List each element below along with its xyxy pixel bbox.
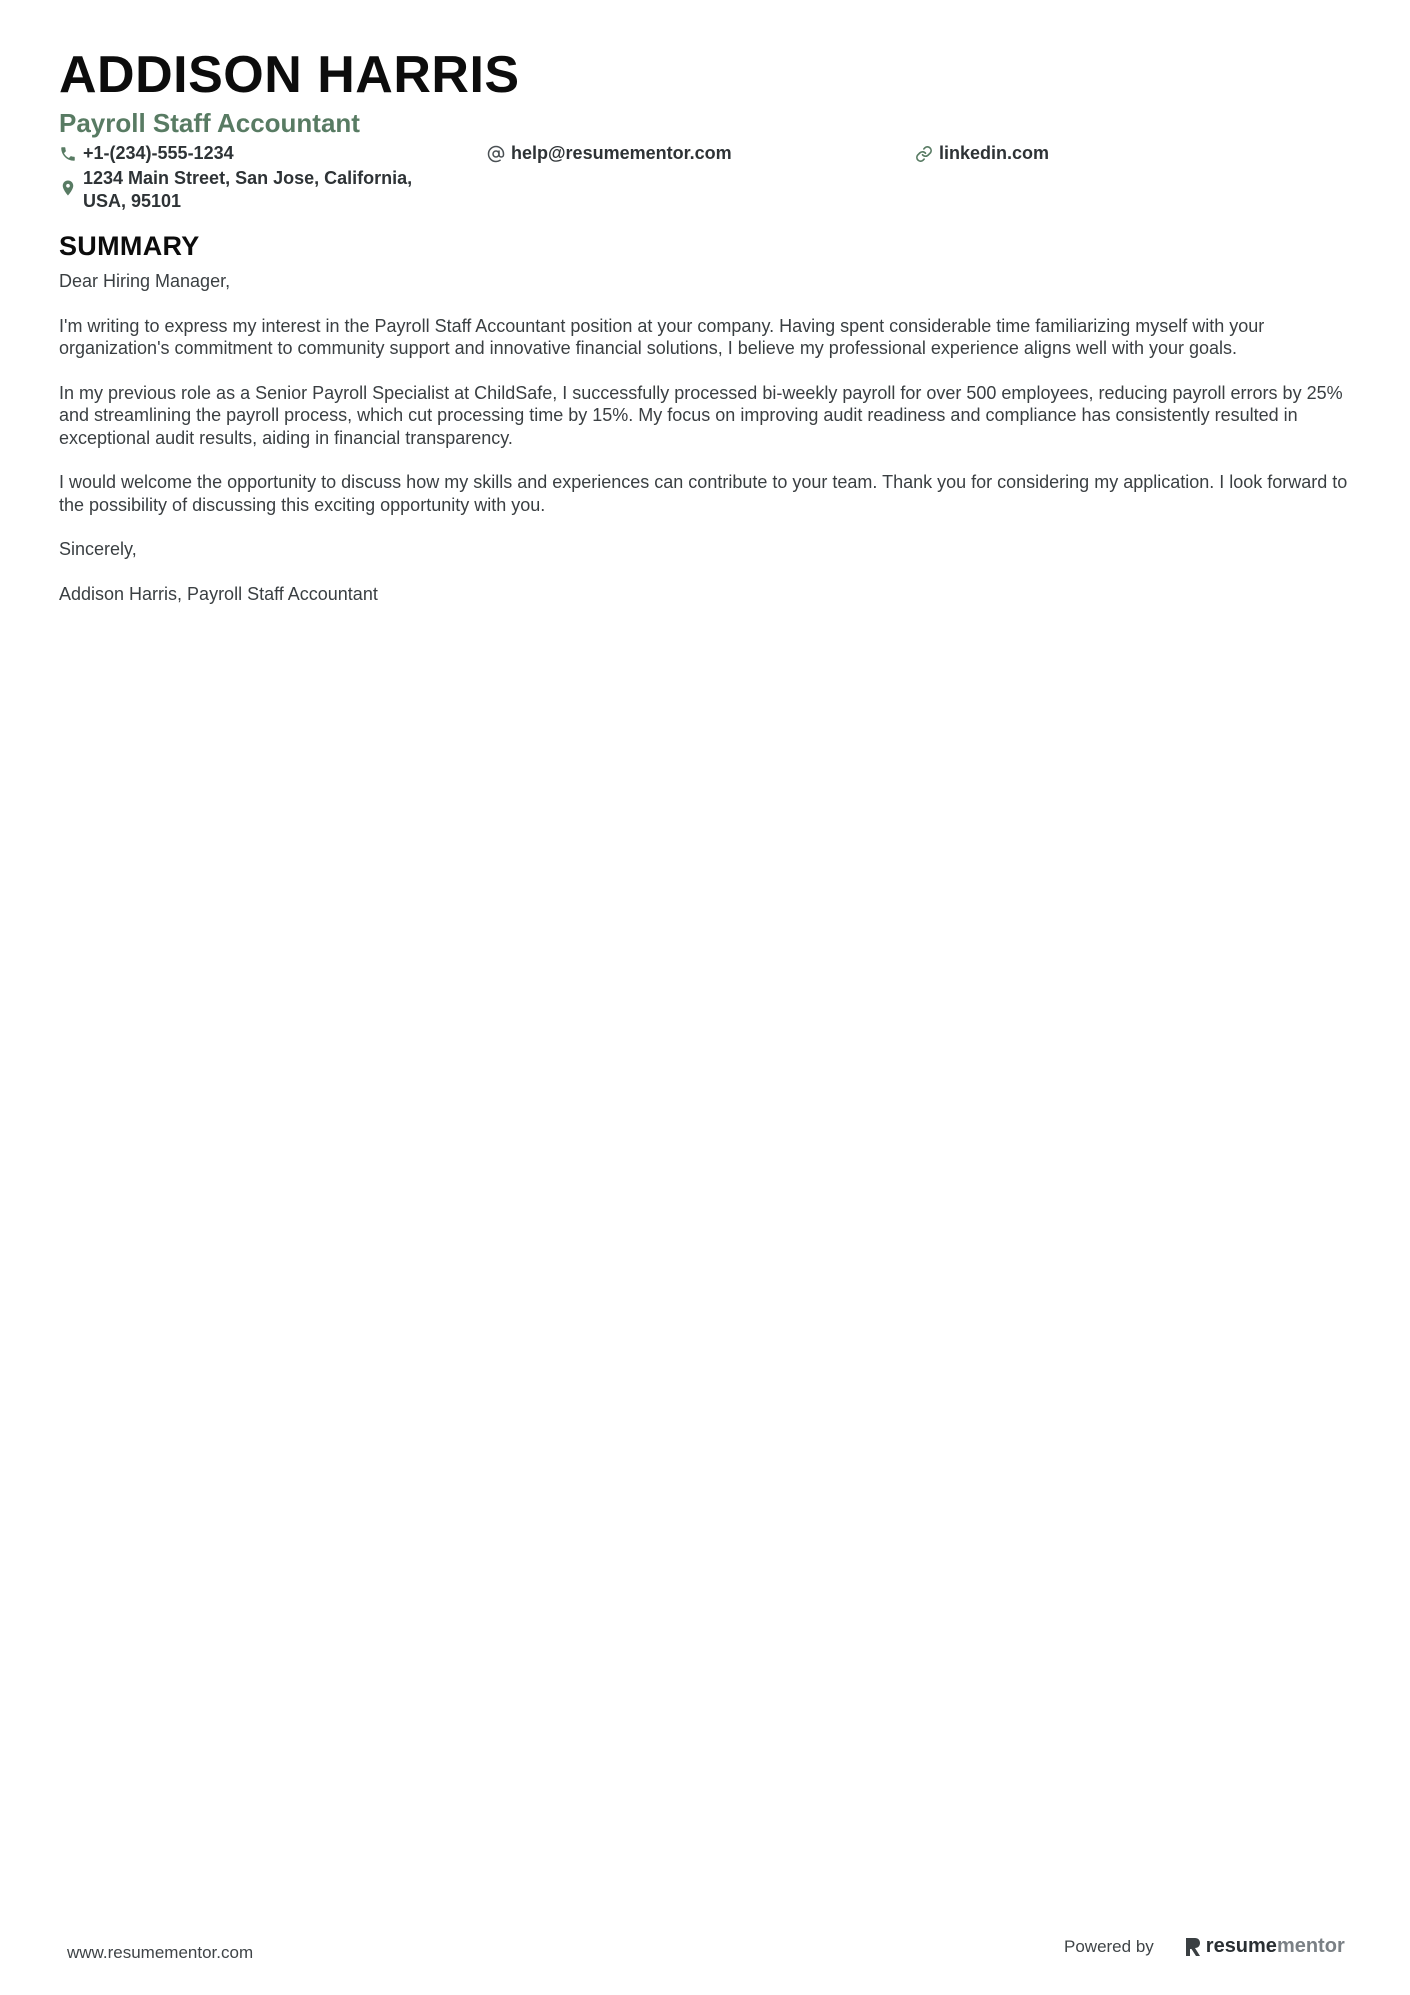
candidate-name: ADDISON HARRIS	[59, 46, 520, 104]
contact-info	[59, 140, 1359, 218]
section-title-summary: SUMMARY	[59, 231, 200, 261]
brand-name-part-1: resume	[1205, 1935, 1277, 1957]
footer-branding	[1064, 1935, 1345, 1958]
job-title: Payroll Staff Accountant	[59, 108, 360, 138]
powered-by-label: Powered by	[1064, 1936, 1154, 1956]
footer-website[interactable]: www.resumementor.com	[67, 1943, 254, 1962]
contact-link	[915, 142, 1049, 165]
letter-paragraph-3: I would welcome the opportunity to discuss how my skills and experiences can contribute to your team. Thank you for considering my application. I look forward to the possibility of discussing this exciting opportunity with you.	[59, 472, 1348, 515]
linkedin-link[interactable]: linkedin.com	[939, 143, 1050, 163]
link-icon	[915, 145, 933, 163]
contact-email	[487, 142, 732, 165]
postal-address: 1234 Main Street, San Jose, California, USA, 95101	[83, 168, 413, 211]
letter-greeting: Dear Hiring Manager,	[59, 271, 231, 291]
letter-paragraph-1: I'm writing to express my interest in the Payroll Staff Accountant position at your company. Having spent considerable time familiarizing myself with your organization's commitment to community support and innovative financial solutions, I believe my professional experience aligns well with your goals.	[59, 315, 1265, 358]
phone-icon	[59, 145, 77, 163]
brand-logo[interactable]	[1184, 1935, 1345, 1958]
resumementor-logo-icon	[1184, 1936, 1202, 1958]
location-pin-icon	[59, 179, 77, 197]
letter-signature: Addison Harris, Payroll Staff Accountant	[59, 583, 378, 604]
letter-closing: Sincerely,	[59, 539, 137, 559]
letter-paragraph-2: In my previous role as a Senior Payroll Specialist at ChildSafe, I successfully processed bi-weekly payroll for over 500 employees, reducing payroll errors by 25% and streamlining the payroll process, which cut processing time by 15%. My focus on improving audit readiness and compliance has consistently resulted in exceptional audit results, aiding in financial transparency.	[59, 382, 1343, 448]
brand-name-part-2: mentor	[1276, 1935, 1345, 1957]
contact-address	[59, 167, 459, 213]
resume-header	[59, 44, 1359, 218]
at-sign-icon	[487, 145, 505, 163]
letter-body	[59, 270, 1359, 627]
contact-phone	[59, 142, 234, 165]
phone-number: +1-(234)-555-1234	[83, 143, 234, 163]
email-address[interactable]: help@resumementor.com	[511, 143, 732, 163]
